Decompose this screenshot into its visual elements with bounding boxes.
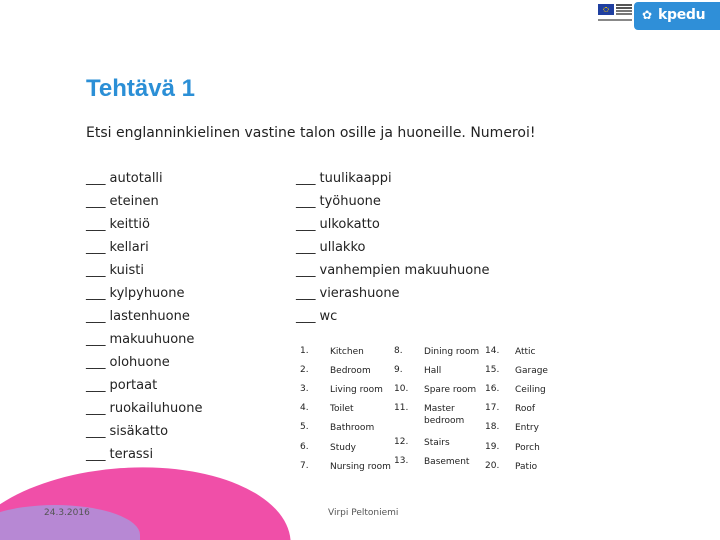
word-label: makuuhuone — [109, 332, 195, 347]
word-item — [86, 259, 202, 282]
word-label: tuulikaappi — [319, 171, 392, 186]
word-item — [86, 236, 202, 259]
answer-key-number: 16. — [485, 384, 500, 394]
answer-blank: ___ — [296, 309, 316, 324]
answer-key-word: Entry — [515, 423, 539, 433]
answer-key-word: Attic — [515, 347, 536, 357]
answer-blank: ___ — [296, 194, 316, 209]
answer-blank: ___ — [86, 171, 106, 186]
word-item — [86, 190, 202, 213]
word-item — [296, 190, 489, 213]
word-item — [86, 282, 202, 305]
word-label: vierashuone — [319, 286, 400, 301]
answer-key-word: Master bedroom — [424, 404, 465, 426]
answer-blank: ___ — [296, 263, 316, 278]
answer-key-word: Bedroom — [330, 366, 371, 376]
kpedu-logo-text: kpedu — [658, 7, 706, 23]
answer-key-word: Study — [330, 443, 356, 453]
answer-key-number: 6. — [300, 442, 309, 452]
word-item — [86, 420, 202, 443]
answer-key-number: 13. — [394, 456, 409, 466]
answer-blank: ___ — [296, 286, 316, 301]
answer-key-word: Porch — [515, 443, 540, 453]
word-item — [86, 443, 202, 466]
eu-logo-caption-line — [598, 19, 632, 21]
answer-blank: ___ — [296, 217, 316, 232]
answer-key-number: 8. — [394, 346, 403, 356]
answer-key-word: Roof — [515, 404, 536, 414]
answer-key-number: 20. — [485, 461, 500, 471]
answer-key-word: Stairs — [424, 438, 450, 448]
word-label: olohuone — [109, 355, 170, 370]
word-label: työhuone — [319, 194, 381, 209]
word-item — [86, 213, 202, 236]
word-item — [86, 397, 202, 420]
word-label: kellari — [109, 240, 149, 255]
word-label: ullakko — [319, 240, 366, 255]
word-item — [86, 167, 202, 190]
word-label: ruokailuhuone — [109, 401, 203, 416]
answer-key-word: Hall — [424, 366, 442, 376]
answer-blank: ___ — [86, 332, 106, 347]
answer-key-number: 4. — [300, 403, 309, 413]
word-label: eteinen — [109, 194, 159, 209]
answer-key-number: 9. — [394, 365, 403, 375]
word-item — [296, 305, 489, 328]
answer-key-word: Patio — [515, 462, 538, 472]
answer-key-word: Toilet — [330, 404, 354, 414]
word-item — [296, 213, 489, 236]
answer-key-number: 18. — [485, 422, 500, 432]
word-label: sisäkatto — [109, 424, 169, 439]
answer-blank: ___ — [86, 240, 106, 255]
word-label: lastenhuone — [109, 309, 190, 324]
word-label: kylpyhuone — [109, 286, 185, 301]
answer-key-number: 5. — [300, 422, 309, 432]
word-label: vanhempien makuuhuone — [319, 263, 490, 278]
answer-key-number: 3. — [300, 384, 309, 394]
answer-key-number: 1. — [300, 346, 309, 356]
answer-key-number: 2. — [300, 365, 309, 375]
word-item — [296, 282, 489, 305]
word-item — [296, 236, 489, 259]
answer-blank: ___ — [86, 217, 106, 232]
answer-key-number: 14. — [485, 346, 500, 356]
answer-blank: ___ — [296, 171, 316, 186]
answer-blank: ___ — [86, 355, 106, 370]
answer-key-word: Living room — [330, 385, 383, 395]
kpedu-swirl-icon: ✿ — [642, 8, 653, 22]
answer-key-word: Dining room — [424, 347, 480, 357]
answer-blank: ___ — [86, 263, 106, 278]
answer-key-word: Ceiling — [515, 385, 546, 395]
answer-key-number: 7. — [300, 461, 309, 471]
word-item — [296, 259, 489, 282]
word-item — [86, 351, 202, 374]
answer-blank: ___ — [86, 424, 106, 439]
left-word-list — [86, 167, 202, 466]
right-word-list — [296, 167, 489, 328]
answer-key-word: Kitchen — [330, 347, 364, 357]
eu-logo — [598, 4, 632, 24]
answer-key-word: Garage — [515, 366, 548, 376]
answer-key-number: 17. — [485, 403, 500, 413]
word-label: wc — [319, 309, 338, 324]
answer-blank: ___ — [86, 286, 106, 301]
word-item — [86, 374, 202, 397]
answer-key-number: 11. — [394, 403, 409, 413]
page-title: Tehtävä 1 — [86, 75, 195, 102]
word-label: keittiö — [109, 217, 150, 232]
footer-author: Virpi Peltoniemi — [328, 508, 399, 518]
answer-blank: ___ — [86, 378, 106, 393]
word-label: ulkokatto — [319, 217, 380, 232]
answer-key-number: 15. — [485, 365, 500, 375]
word-item — [296, 167, 489, 190]
word-item — [86, 305, 202, 328]
answer-blank: ___ — [86, 194, 106, 209]
word-label: autotalli — [109, 171, 163, 186]
answer-blank: ___ — [86, 447, 106, 462]
eu-flag-icon — [598, 4, 614, 15]
answer-key-number: 12. — [394, 437, 409, 447]
instruction-text: Etsi englanninkielinen vastine talon osille ja huoneille. Numeroi! — [86, 125, 536, 141]
word-label: kuisti — [109, 263, 144, 278]
answer-blank: ___ — [86, 309, 106, 324]
eu-logo-text-lines — [616, 4, 632, 6]
footer-date: 24.3.2016 — [44, 508, 90, 518]
answer-key-word: Bathroom — [330, 423, 375, 433]
word-label: portaat — [109, 378, 158, 393]
answer-key-word: Nursing room — [330, 462, 391, 472]
word-item — [86, 328, 202, 351]
answer-key-number: 19. — [485, 442, 500, 452]
answer-key-number: 10. — [394, 384, 409, 394]
kpedu-logo — [634, 2, 720, 30]
answer-blank: ___ — [86, 401, 106, 416]
answer-key-word: Spare room — [424, 385, 477, 395]
answer-key-word: Basement — [424, 457, 470, 467]
answer-blank: ___ — [296, 240, 316, 255]
word-label: terassi — [109, 447, 154, 462]
